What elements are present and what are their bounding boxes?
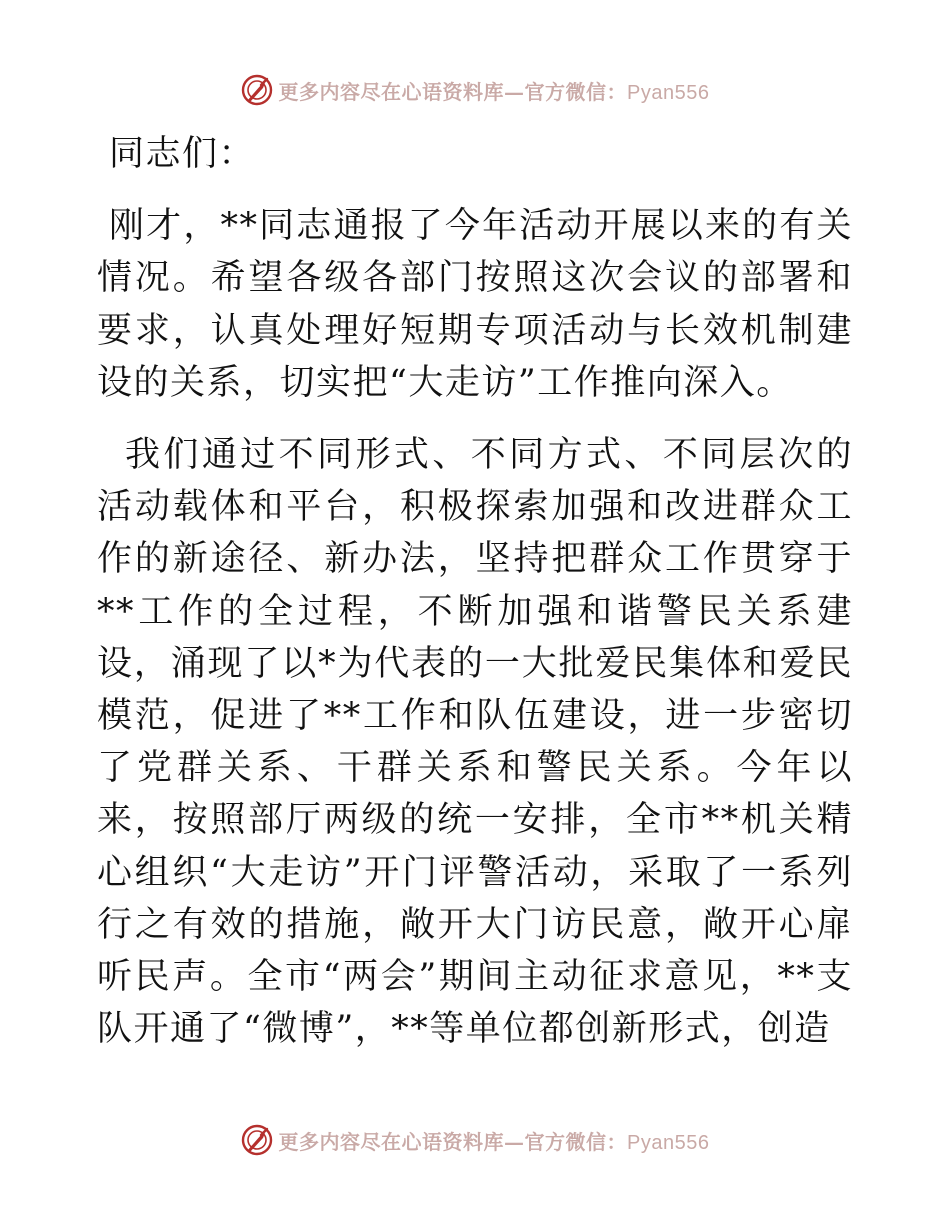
greeting: 同志们： (109, 134, 256, 174)
pen-logo-icon (241, 1124, 273, 1156)
document-body (97, 120, 853, 1055)
footer-watermark (0, 1120, 950, 1160)
paragraph-1: 刚才，**同志通报了今年活动开展以来的有关情况。希望各级各部门按照这次会议的部署和要求，认真处理好短期专项活动与长效机制建设的关系，切实把“大走访”工作推向深入。 (97, 206, 853, 403)
watermark-text: 更多内容尽在心语资料库—官方微信：Pyan556 (278, 1129, 710, 1154)
watermark-wechat-id: Pyan556 (627, 81, 710, 104)
watermark-text: 更多内容尽在心语资料库—官方微信：Pyan556 (278, 79, 710, 104)
pen-logo-icon (241, 74, 273, 106)
paragraph-2: 我们通过不同形式、不同方式、不同层次的活动载体和平台，积极探索加强和改进群众工作的新途径、新办法，坚持把群众工作贯穿于**工作的全过程，不断加强和谐警民关系建设，涌现了以*为代表的一大批爱民集体和爱民模范，促进了**工作和队伍建设，进一步密切了党群关系、干群关系和警民关系。今年以来，按照部厅两级的统一安排，全市**机关精心组织“大走访”开门评警活动，采取了一系列行之有效的措施，敞开大门访民意，敞开心扉听民声。全市“两会”期间主动征求意见，**支队开通了“微博”，**等单位都创新形式，创造 (97, 435, 853, 1050)
watermark-wechat-id: Pyan556 (627, 1131, 710, 1154)
header-watermark (0, 70, 950, 110)
